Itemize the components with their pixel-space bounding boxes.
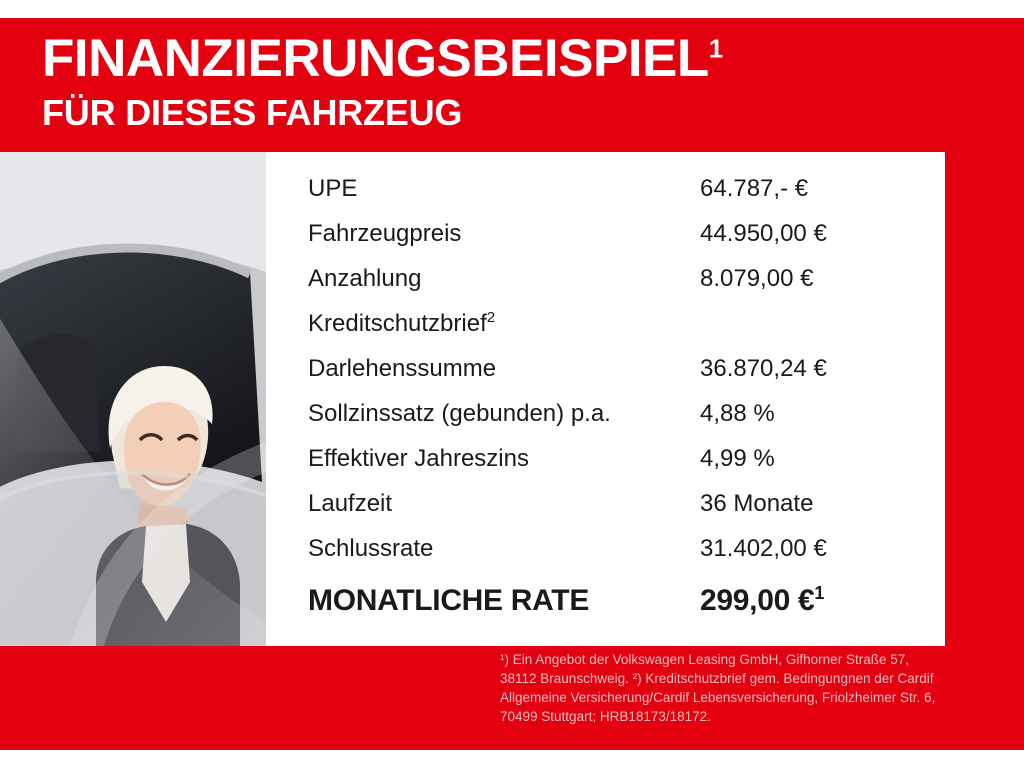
row-value: 44.950,00 € <box>700 220 827 247</box>
row-value: 31.402,00 € <box>700 535 827 562</box>
page-title <box>42 30 982 88</box>
table-row <box>308 391 908 436</box>
finance-table <box>308 166 908 627</box>
row-label: Anzahlung <box>308 265 422 292</box>
vehicle-photo <box>0 152 266 646</box>
row-label-footnote-marker: 2 <box>486 309 496 326</box>
table-row <box>308 256 908 301</box>
page-title-footnote-marker: 1 <box>708 33 723 64</box>
row-value: 4,99 % <box>700 445 775 472</box>
page-title-text: FINANZIERUNGSBEISPIEL <box>42 29 709 88</box>
row-value: 36 Monate <box>700 490 814 517</box>
table-row <box>308 301 908 346</box>
monthly-rate-amount: 299,00 € <box>700 584 815 617</box>
header <box>42 30 982 134</box>
row-label <box>308 301 700 346</box>
table-row <box>308 166 908 211</box>
page-subtitle: FÜR DIESES FAHRZEUG <box>42 92 463 133</box>
table-row <box>308 346 908 391</box>
row-label: Laufzeit <box>308 490 393 517</box>
monthly-rate-value <box>700 575 824 627</box>
row-value: 4,88 % <box>700 400 775 427</box>
legal-footnote: ¹) Ein Angebot der Volkswagen Leasing GmbH, Gifhorner Straße 57, 38112 Braunschweig. ²) Kreditschutzbrief gem. Bedingungnen der Cardif Allgemeine Versicherung/Cardif Lebensversicherung, Friolzheimer Str. 6, 70499 Stuttgart; HRB18173/18172. <box>500 652 936 724</box>
row-value: 64.787,- € <box>700 175 809 202</box>
table-row <box>308 481 908 526</box>
row-label: UPE <box>308 175 358 202</box>
row-label: Effektiver Jahreszins <box>308 445 529 472</box>
row-value: 36.870,24 € <box>700 355 827 382</box>
table-row <box>308 211 908 256</box>
table-row <box>308 526 908 571</box>
monthly-rate-footnote-marker: 1 <box>814 583 825 603</box>
row-value: 8.079,00 € <box>700 265 814 292</box>
vehicle-photo-illustration <box>0 152 266 646</box>
monthly-rate-row <box>308 575 908 627</box>
finance-table-card <box>266 152 945 646</box>
row-label: Darlehenssumme <box>308 355 497 382</box>
monthly-rate-label: MONATLICHE RATE <box>308 584 590 617</box>
row-label: Schlussrate <box>308 535 434 562</box>
row-label: Fahrzeugpreis <box>308 220 462 247</box>
row-label: Sollzinssatz (gebunden) p.a. <box>308 400 611 427</box>
table-row <box>308 436 908 481</box>
row-label-text: Kreditschutzbrief <box>308 310 487 337</box>
